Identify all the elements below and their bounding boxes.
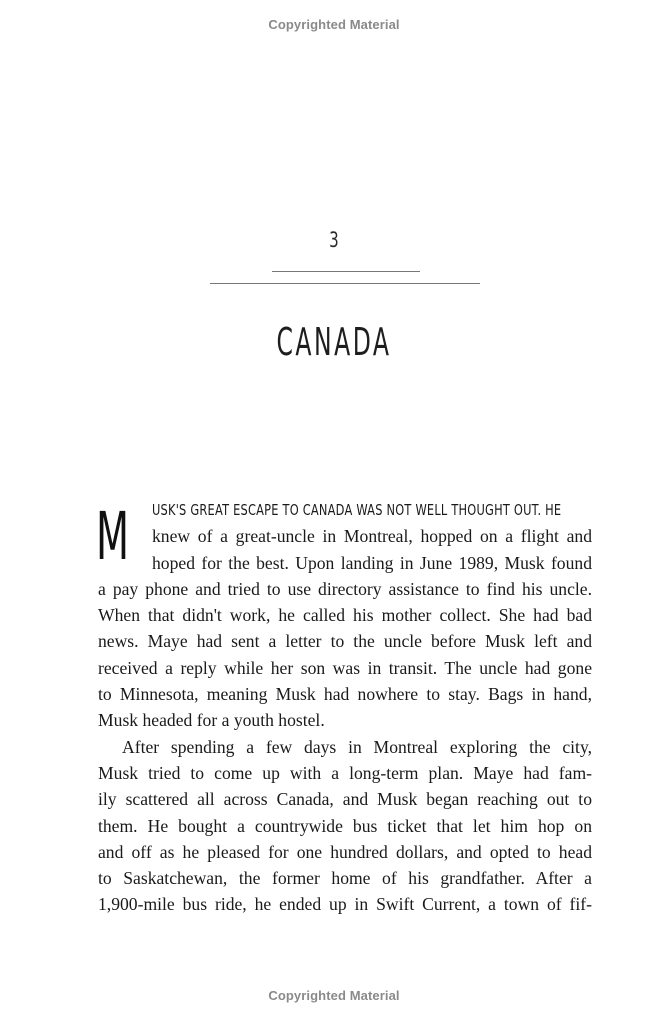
- text-line: ily scattered all across Canada, and Musk began reaching out to: [98, 789, 592, 810]
- text-line: to Minnesota, meaning Musk had nowhere to stay. Bags in hand,: [98, 684, 592, 705]
- drop-cap: M: [96, 498, 130, 575]
- text-line: When that didn't work, he called his mother collect. She had bad: [98, 605, 592, 626]
- copyright-watermark-bottom: Copyrighted Material: [268, 988, 400, 1003]
- text-line: news. Maye had sent a letter to the uncle before Musk left and: [98, 631, 592, 652]
- text-line: them. He bought a countrywide bus ticket that let him hop on: [98, 815, 592, 836]
- paragraph-1-cont: [98, 576, 592, 734]
- opening-smallcaps: USK'S GREAT ESCAPE TO CANADA WAS NOT WELL THOUGHT OUT. HE: [152, 501, 562, 519]
- chapter-number: 3: [329, 228, 339, 252]
- body-text: [98, 497, 592, 918]
- chapter-rule-short: [272, 271, 420, 272]
- text-line: and off as he pleased for one hundred dollars, and opted to head: [98, 841, 592, 862]
- text-line: a pay phone and tried to use directory assistance to find his uncle.: [98, 578, 592, 599]
- text-line: After spending a few days in Montreal exploring the city,: [122, 736, 592, 757]
- text-line: hoped for the best. Upon landing in June 1989, Musk found: [152, 552, 592, 573]
- text-line: Musk tried to come up with a long-term plan. Maye had fam-: [98, 762, 592, 783]
- text-line: received a reply while her son was in transit. The uncle had gone: [98, 657, 592, 678]
- chapter-rule-long: [210, 283, 480, 284]
- chapter-title: CANADA: [276, 320, 392, 364]
- paragraph-1: [98, 523, 592, 576]
- text-line: knew of a great-uncle in Montreal, hopped on a flight and: [152, 526, 592, 547]
- text-line: Musk headed for a youth hostel.: [98, 710, 325, 731]
- text-line: to Saskatchewan, the former home of his grandfather. After a: [98, 868, 592, 889]
- paragraph-2: [98, 734, 592, 918]
- copyright-watermark-top: Copyrighted Material: [268, 17, 400, 32]
- text-line: 1,900-mile bus ride, he ended up in Swift Current, a town of fif-: [98, 894, 592, 915]
